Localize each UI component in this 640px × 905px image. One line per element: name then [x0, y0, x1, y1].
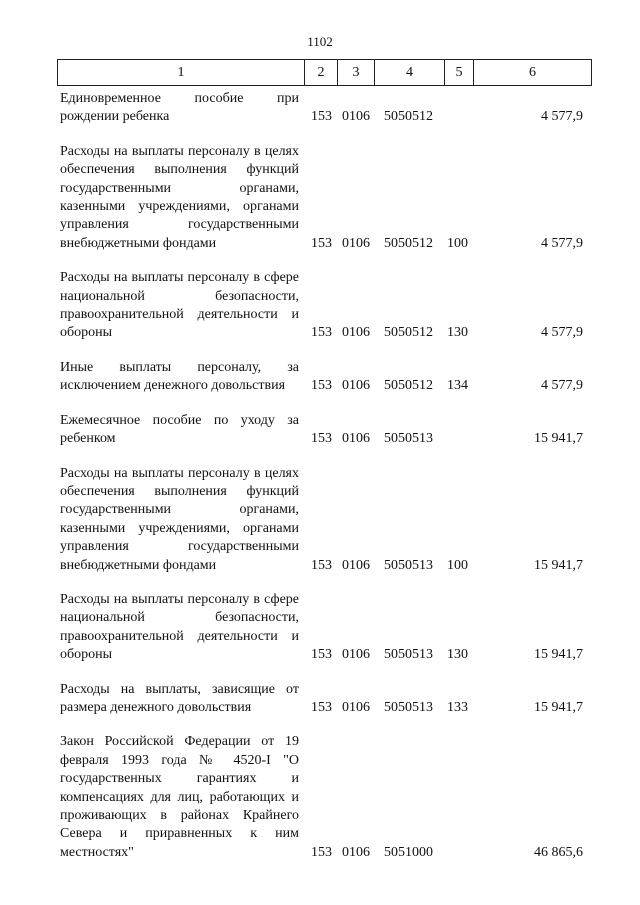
row-target-article-code: 5050513 [384, 557, 433, 573]
header-col-1: 1 [177, 64, 185, 80]
row-target-article-code: 5051000 [384, 844, 433, 860]
row-chapter-code: 153 [311, 109, 332, 125]
row-description: Ежемесячное пособие по уходу за ребенком [60, 412, 299, 447]
header-col-6: 6 [473, 60, 591, 85]
row-section-code: 0106 [342, 557, 370, 573]
row-amount: 15 941,7 [534, 647, 583, 663]
row-chapter-code: 153 [311, 431, 332, 447]
row-description: Расходы на выплаты, зависящие от размера денежного довольствия [60, 681, 299, 715]
row-amount: 4 577,9 [541, 378, 583, 394]
row-description: Единовременное пособие при рождении ребенка [60, 91, 299, 125]
table-row [57, 412, 592, 449]
table-row [57, 591, 592, 665]
row-expense-type-code: 134 [447, 378, 468, 394]
row-description: Иные выплаты персоналу, за исключением денежного довольствия [60, 359, 299, 394]
row-section-code: 0106 [342, 325, 370, 341]
row-chapter-code: 153 [311, 844, 332, 860]
row-chapter-code: 153 [311, 557, 332, 573]
row-target-article-code: 5050512 [384, 378, 433, 394]
row-description: Расходы на выплаты персоналу в сфере национальной безопасности, правоохранительной деятельности и обороны [60, 270, 299, 341]
header-col-3: 3 [337, 60, 374, 85]
row-chapter-code: 153 [311, 235, 332, 251]
row-expense-type-code: 133 [447, 699, 468, 715]
table-row [57, 733, 592, 862]
row-chapter-code: 153 [311, 325, 332, 341]
row-chapter-code: 153 [311, 378, 332, 394]
row-chapter-code: 153 [311, 647, 332, 663]
row-description: Расходы на выплаты персоналу в целях обеспечения выполнения функций государственными органами, казенными учреждениями, органами управления государственными внебюджетными фондами [60, 465, 299, 573]
header-col-5: 5 [444, 60, 473, 85]
row-section-code: 0106 [342, 378, 370, 394]
row-section-code: 0106 [342, 844, 370, 860]
row-amount: 15 941,7 [534, 431, 583, 447]
row-target-article-code: 5050513 [384, 699, 433, 715]
row-amount: 4 577,9 [541, 325, 583, 341]
row-chapter-code: 153 [311, 699, 332, 715]
row-section-code: 0106 [342, 109, 370, 125]
row-amount: 4 577,9 [541, 109, 583, 125]
row-amount: 4 577,9 [541, 235, 583, 251]
row-description: Закон Российской Федерации от 19 февраля 1993 года № 4520-I "О государственных гарантиях и компенсациях для лиц, работающих и проживающих в районах Крайнего Севера и приравненных к ним местностях" [60, 734, 299, 860]
table-row [57, 90, 592, 127]
row-amount: 15 941,7 [534, 699, 583, 715]
row-section-code: 0106 [342, 235, 370, 251]
header-col-2: 2 [304, 60, 337, 85]
row-expense-type-code: 100 [447, 557, 468, 573]
table-row [57, 269, 592, 343]
table-row [57, 359, 592, 396]
row-expense-type-code: 100 [447, 235, 468, 251]
row-section-code: 0106 [342, 699, 370, 715]
row-amount: 15 941,7 [534, 557, 583, 573]
row-target-article-code: 5050512 [384, 325, 433, 341]
row-amount: 46 865,6 [534, 844, 583, 860]
row-description: Расходы на выплаты персоналу в сфере национальной безопасности, правоохранительной деятельности и обороны [60, 591, 299, 663]
table-body [57, 90, 592, 878]
row-target-article-code: 5050512 [384, 109, 433, 125]
page-number: 1102 [307, 34, 333, 49]
row-target-article-code: 5050513 [384, 647, 433, 663]
table-row [57, 681, 592, 718]
row-expense-type-code: 130 [447, 325, 468, 341]
row-section-code: 0106 [342, 647, 370, 663]
header-col-4: 4 [374, 60, 444, 85]
table-row [57, 143, 592, 253]
row-expense-type-code: 130 [447, 647, 468, 663]
row-target-article-code: 5050513 [384, 431, 433, 447]
table-row [57, 465, 592, 575]
row-description: Расходы на выплаты персоналу в целях обеспечения выполнения функций государственными органами, казенными учреждениями, органами управления государственными внебюджетными фондами [60, 143, 299, 251]
table-header [57, 59, 592, 86]
row-section-code: 0106 [342, 431, 370, 447]
row-target-article-code: 5050512 [384, 235, 433, 251]
